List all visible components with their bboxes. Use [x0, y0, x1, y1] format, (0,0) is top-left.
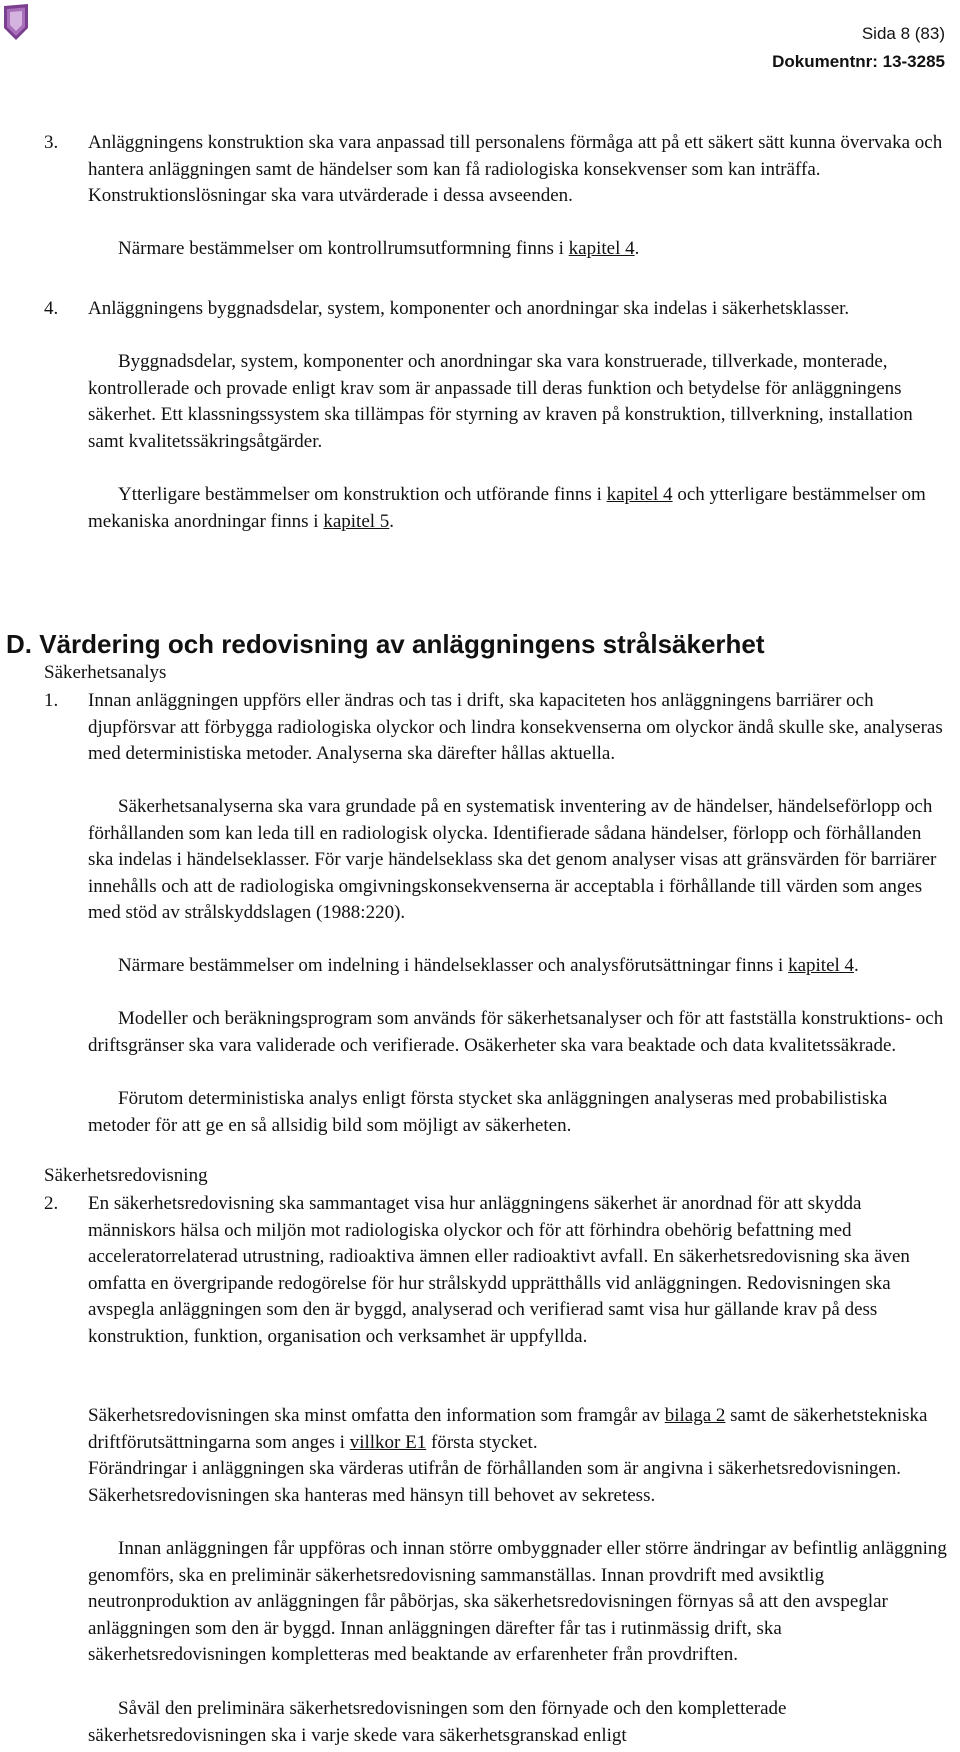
text-span: . [854, 955, 859, 976]
paragraph: Säkerhetsanalyserna ska vara grundade på en systematisk inventering av de händelser, händelseförlopp och förhållanden som kan leda till en radiologisk olycka. Identifierade sådana händelser, förlopp och förhållanden ska indelas i händelseklasser. För varje händelseklass ska det genom analyser visas att gränsvärden för barriärer innehålls och att de radiologiska omgivningskonsekvenserna är acceptabla i förhållande till värden som anges med stöd av strålskyddslagen (1988:220). [88, 796, 937, 923]
page-number: Sida 8 (83) [861, 24, 945, 43]
text-span: och ytterligare bestämmelser om mekaniska anordningar finns i [88, 484, 926, 532]
item-text: Innan anläggningen uppförs eller ändras och tas i drift, ska kapaciteten hos anläggningens barriärer och djupförsvar att förbygga radiologiska olyckor och lindra konsekvenserna om olyckor ändå skulle ske, analyseras med deterministiska metoder. Analyserna ska därefter hållas aktuella. [88, 690, 943, 764]
text-span: första stycket. [426, 1431, 538, 1453]
item-text: Anläggningens byggnadsdelar, system, komponenter och anordningar ska indelas i säkerhetsklasser. [88, 298, 850, 319]
item-text: En säkerhetsredovisning ska sammantaget visa hur anläggningens säkerhet är anordnad för att skydda människors hälsa och miljön mot radiologiska olyckor och för att förhindra obehörig befattning med acceleratorrelaterad utrustning, radioaktiva ämnen eller radioaktivt avfall. En säkerhetsredovisning ska även omfatta en övergripande redogörelse för hur strålskydd upprätthålls vid anläggningen. Redovisningen ska avspegla anläggningen som den är byggd, analyserad och verifierad samt visa hur gällande krav på dess konstruktion, funktion, organisation och verksamhet är uppfyllda. [88, 1193, 910, 1347]
text-span: . [634, 238, 640, 259]
paragraph: Förändringar i anläggningen ska värderas utifrån de förhållanden som är angivna i säkerhetsredovisningen. Säkerhetsredovisningen ska hanteras med hänsyn till behovet av sekretess. [88, 1458, 902, 1506]
chapter-link[interactable]: kapitel 4 [568, 238, 635, 259]
section-heading: D. Värdering och redovisning av anläggningens strålsäkerhet [6, 629, 765, 659]
item-number: 3. [44, 132, 59, 153]
text-span: . [389, 510, 395, 532]
text-span: Ytterligare bestämmelser om konstruktion och utförande finns i [118, 484, 607, 505]
subheading: Säkerhetsanalys [44, 662, 167, 683]
paragraph [88, 482, 948, 535]
item-number: 4. [44, 298, 59, 319]
document-number: Dokumentnr: 13-3285 [772, 52, 945, 71]
text-span: Säkerhetsredovisningen ska minst omfatta den information som framgår av [88, 1405, 665, 1426]
item-text: Anläggningens konstruktion ska vara anpassad till personalens förmåga att på ett säkert sätt kunna övervaka och hantera anläggningen samt de händelser som kan få radiologiska konsekvenser som kan inträffa. Konstruktionslösningar ska vara utvärderade i dessa avseenden. [88, 132, 943, 206]
paragraph: Modeller och beräkningsprogram som används för säkerhetsanalyser och för att fastställa konstruktions- och driftsgränser ska vara validerade och verifierade. Osäkerheter ska vara beaktade och data kvalitetssäkrade. [88, 1008, 944, 1056]
text-span: Närmare bestämmelser om indelning i händelseklasser och analysförutsättningar finns i [118, 955, 789, 976]
text-span: Innan anläggningen därefter får tas i rutinmässig drift, ska säkerhetsredovisningen kompletteras med beaktande av erfarenheter från provdriften. [88, 1617, 782, 1665]
paragraph [88, 236, 948, 263]
text-span: samt de säkerhetstekniska driftförutsättningarna som anges i [88, 1405, 928, 1453]
paragraph: Såväl den preliminära säkerhetsredovisningen som den förnyade och den kompletterade säkerhetsredovisningen ska i varje skede vara säkerhetsgranskad enligt [88, 1698, 787, 1746]
shield-logo-icon [2, 2, 30, 42]
text-span: Närmare bestämmelser om kontrollrumsutformning finns i [118, 238, 569, 259]
paragraph [88, 1403, 948, 1456]
text-span: Innan provdrift med avsiktlig neutronproduktion av anläggningen får påbörjas, ska säkerhetsredovisningen förnyas så att den avspeglar anläggningen som den är byggd. [88, 1564, 888, 1639]
chapter-link[interactable]: kapitel 5 [323, 510, 390, 532]
paragraph: Förutom deterministiska analys enligt första stycket ska anläggningen analyseras med probabilistiska metoder för att ge en så allsidig bild som möjligt av säkerheten. [88, 1088, 888, 1136]
item-number: 1. [44, 690, 59, 711]
subheading: Säkerhetsredovisning [44, 1165, 208, 1186]
item-number: 2. [44, 1193, 59, 1214]
appendix-link[interactable]: bilaga 2 [664, 1405, 726, 1426]
chapter-link[interactable]: kapitel 4 [606, 484, 673, 505]
paragraph [88, 953, 948, 980]
paragraph [88, 1536, 948, 1669]
condition-link[interactable]: villkor E1 [349, 1431, 427, 1453]
chapter-link[interactable]: kapitel 4 [788, 955, 855, 976]
text-span: Innan anläggningen får uppföras och innan större ombyggnader eller större ändringar av befintlig anläggning genomförs, ska en preliminär säkerhetsredovisning sammanställas. [88, 1538, 947, 1586]
paragraph: Byggnadsdelar, system, komponenter och anordningar ska vara konstruerade, tillverkade, monterade, kontrollerade och provade enligt krav som är anpassade till deras funktion och betydelse för anläggningens säkerhet. Ett klassningssystem ska tillämpas för styrning av kraven på konstruktion, tillverkning, installation samt kvalitetssäkringsåtgärder. [88, 351, 913, 452]
